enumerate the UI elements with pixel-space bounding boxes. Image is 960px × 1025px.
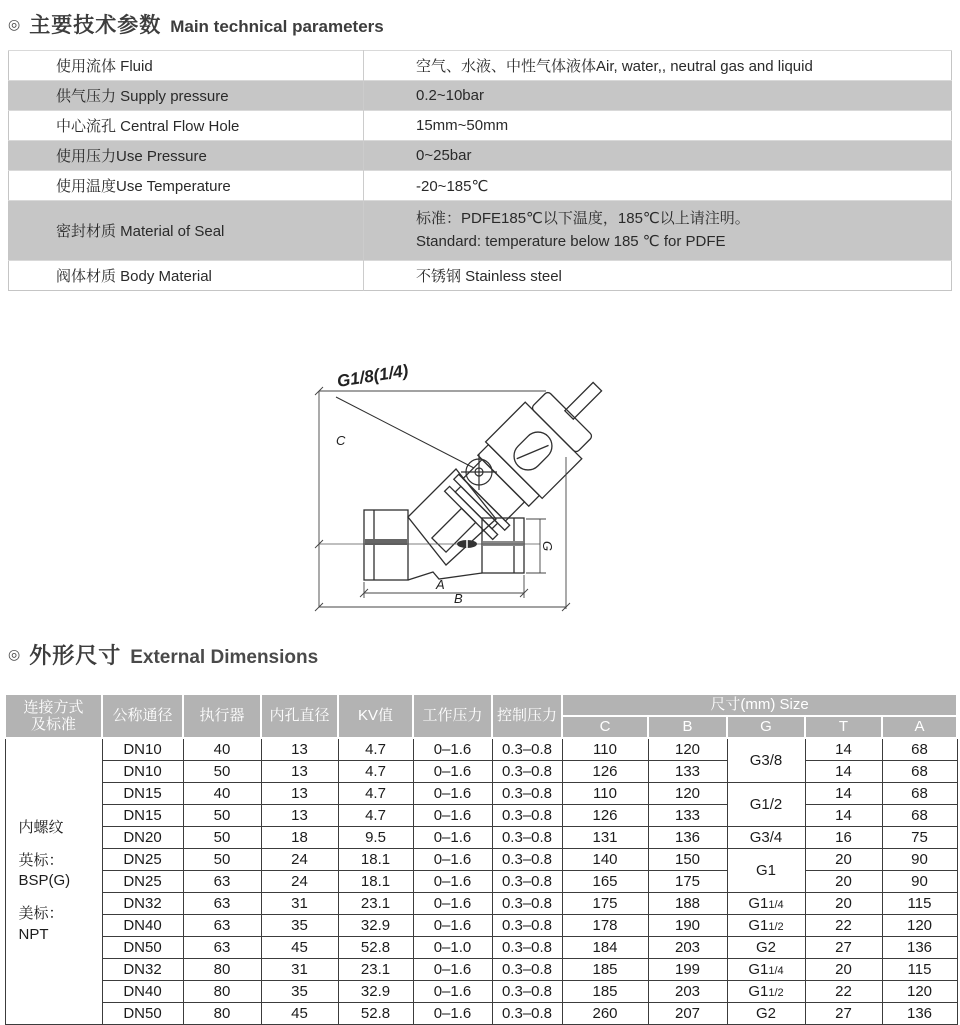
- dims-cell-wp: 0–1.6: [413, 826, 492, 848]
- dims-cell-c: 184: [562, 936, 648, 958]
- connection-type-line: [19, 891, 102, 904]
- dims-cell-cp: 0.3–0.8: [492, 804, 562, 826]
- col-header-bore: 内孔直径: [261, 694, 338, 738]
- col-header-size-c: C: [562, 716, 648, 738]
- dims-cell-g-thread: [727, 1002, 805, 1024]
- dims-cell-t: 16: [805, 826, 882, 848]
- connection-type-line: BSP(G): [18, 872, 71, 890]
- dims-cell-bore: 45: [261, 936, 338, 958]
- thread-base: G1: [748, 960, 769, 978]
- dims-cell-actuator: 80: [183, 980, 261, 1002]
- param-value: 不锈钢 Stainless steel: [364, 261, 952, 291]
- dims-cell-actuator: 40: [183, 738, 261, 760]
- dims-cell-wp: 0–1.0: [413, 936, 492, 958]
- connection-type-line: NPT: [18, 925, 49, 943]
- dims-cell-bore: 45: [261, 1002, 338, 1024]
- dims-cell-wp: 0–1.6: [413, 892, 492, 914]
- dims-cell-t: 14: [805, 804, 882, 826]
- dims-cell-kv: 18.1: [338, 870, 413, 892]
- dims-cell-cp: 0.3–0.8: [492, 760, 562, 782]
- param-value: 15mm~50mm: [364, 111, 952, 141]
- dims-cell-actuator: 40: [183, 782, 261, 804]
- col-header-control-pressure: 控制压力: [492, 694, 562, 738]
- dims-cell-c: 110: [562, 738, 648, 760]
- dims-cell-bore: 31: [261, 892, 338, 914]
- thread-base: G1: [748, 916, 769, 934]
- dim-label-a: A: [436, 577, 445, 592]
- dims-cell-g-thread: [727, 826, 805, 848]
- connection-type-cell: [5, 738, 102, 1024]
- dims-cell-b: 120: [648, 782, 727, 804]
- dims-cell-dn: DN20: [102, 826, 183, 848]
- dims-table: [4, 693, 958, 1025]
- dims-cell-g-thread: [727, 738, 805, 782]
- dims-cell-actuator: 80: [183, 958, 261, 980]
- dims-cell-dn: DN25: [102, 848, 183, 870]
- dims-row: [5, 760, 957, 782]
- param-value: 0.2~10bar: [364, 81, 952, 111]
- dims-cell-b: 175: [648, 870, 727, 892]
- thread-base: G1: [748, 894, 769, 912]
- connection-type-line: 内螺纹: [18, 818, 64, 836]
- param-label: 供气压力 Supply pressure: [9, 81, 364, 111]
- dims-cell-actuator: 63: [183, 870, 261, 892]
- thread-base: G1: [748, 982, 769, 1000]
- dims-cell-actuator: 63: [183, 936, 261, 958]
- dims-cell-c: 126: [562, 804, 648, 826]
- pilot-port-icon: [461, 454, 497, 490]
- dims-cell-wp: 0–1.6: [413, 958, 492, 980]
- dims-cell-kv: 32.9: [338, 914, 413, 936]
- params-row: [9, 261, 952, 291]
- dims-cell-g-thread: [727, 958, 805, 980]
- valve-technical-drawing: [284, 335, 614, 613]
- dims-row: [5, 782, 957, 804]
- thread-base: G2: [755, 938, 776, 956]
- thread-fraction: 1/4: [768, 898, 784, 911]
- thread-base: G2: [755, 1004, 776, 1022]
- dims-cell-c: 175: [562, 892, 648, 914]
- dims-cell-g-thread: [727, 936, 805, 958]
- params-row: [9, 51, 952, 81]
- col-header-kv: KV值: [338, 694, 413, 738]
- dims-cell-a: 68: [882, 782, 957, 804]
- dim-label-c: C: [336, 433, 346, 448]
- dims-cell-actuator: 63: [183, 892, 261, 914]
- leader-line: [336, 397, 474, 468]
- section-title-en: Main technical parameters: [170, 17, 384, 36]
- dims-cell-bore: 24: [261, 848, 338, 870]
- connection-type-line: 美标：: [18, 905, 64, 923]
- dims-cell-b: 188: [648, 892, 727, 914]
- param-value-line1: 标准：PDFE185℃以下温度，185℃以上请注明。: [416, 210, 750, 227]
- dims-cell-a: 120: [882, 914, 957, 936]
- dims-row: [5, 980, 957, 1002]
- dims-cell-a: 120: [882, 980, 957, 1002]
- dim-label-b: B: [454, 591, 463, 606]
- col-header-actuator: 执行器: [183, 694, 261, 738]
- dims-cell-dn: DN40: [102, 914, 183, 936]
- dims-cell-actuator: 50: [183, 848, 261, 870]
- dims-cell-t: 20: [805, 958, 882, 980]
- dims-cell-c: 110: [562, 782, 648, 804]
- dims-cell-kv: 4.7: [338, 760, 413, 782]
- dims-cell-g-thread: [727, 980, 805, 1002]
- col-header-size-b: B: [648, 716, 727, 738]
- section-title-dims: [0, 639, 960, 670]
- dims-cell-t: 14: [805, 782, 882, 804]
- dims-cell-cp: 0.3–0.8: [492, 738, 562, 760]
- dims-cell-a: 68: [882, 738, 957, 760]
- thread-base: G3/8: [749, 751, 783, 769]
- dims-cell-wp: 0–1.6: [413, 804, 492, 826]
- dims-cell-t: 22: [805, 914, 882, 936]
- dims-row: [5, 738, 957, 760]
- dims-cell-a: 68: [882, 760, 957, 782]
- dims-cell-dn: DN40: [102, 980, 183, 1002]
- dims-cell-actuator: 50: [183, 826, 261, 848]
- dims-cell-cp: 0.3–0.8: [492, 848, 562, 870]
- params-row: [9, 201, 952, 261]
- dims-cell-b: 207: [648, 1002, 727, 1024]
- dims-cell-c: 185: [562, 958, 648, 980]
- dims-cell-b: 203: [648, 980, 727, 1002]
- dims-cell-dn: DN10: [102, 738, 183, 760]
- dims-cell-c: 185: [562, 980, 648, 1002]
- params-table: [8, 50, 952, 291]
- dims-cell-actuator: 80: [183, 1002, 261, 1024]
- dims-cell-wp: 0–1.6: [413, 1002, 492, 1024]
- dims-cell-kv: 18.1: [338, 848, 413, 870]
- dims-cell-bore: 24: [261, 870, 338, 892]
- dims-row: [5, 892, 957, 914]
- dims-cell-wp: 0–1.6: [413, 738, 492, 760]
- dims-row: [5, 1002, 957, 1024]
- dims-cell-bore: 35: [261, 914, 338, 936]
- col-header-connection-line1: 连接方式: [23, 698, 84, 716]
- dims-cell-c: 140: [562, 848, 648, 870]
- thread-fraction: 1/2: [768, 986, 784, 999]
- dims-cell-kv: 4.7: [338, 782, 413, 804]
- dims-cell-b: 190: [648, 914, 727, 936]
- valve-body: [364, 469, 524, 580]
- dims-cell-cp: 0.3–0.8: [492, 1002, 562, 1024]
- dims-cell-kv: 4.7: [338, 804, 413, 826]
- dims-cell-wp: 0–1.6: [413, 914, 492, 936]
- dims-cell-t: 22: [805, 980, 882, 1002]
- dims-cell-dn: DN25: [102, 870, 183, 892]
- dims-cell-a: 75: [882, 826, 957, 848]
- dims-cell-cp: 0.3–0.8: [492, 980, 562, 1002]
- dims-cell-b: 199: [648, 958, 727, 980]
- dims-cell-kv: 23.1: [338, 892, 413, 914]
- section-title-en: External Dimensions: [130, 647, 319, 668]
- dims-cell-b: 150: [648, 848, 727, 870]
- section-title-params: [0, 0, 960, 39]
- thread-base: G3/4: [749, 828, 783, 846]
- dims-cell-wp: 0–1.6: [413, 870, 492, 892]
- dims-cell-a: 115: [882, 958, 957, 980]
- dims-cell-bore: 13: [261, 804, 338, 826]
- dims-cell-t: 27: [805, 936, 882, 958]
- dims-cell-b: 133: [648, 804, 727, 826]
- dims-cell-cp: 0.3–0.8: [492, 870, 562, 892]
- dims-cell-b: 136: [648, 826, 727, 848]
- dims-cell-wp: 0–1.6: [413, 760, 492, 782]
- thread-base: G1: [755, 861, 776, 879]
- dims-cell-dn: DN10: [102, 760, 183, 782]
- dims-cell-actuator: 63: [183, 914, 261, 936]
- dims-cell-bore: 13: [261, 782, 338, 804]
- dims-cell-cp: 0.3–0.8: [492, 936, 562, 958]
- dims-cell-c: 126: [562, 760, 648, 782]
- thread-fraction: 1/4: [768, 964, 784, 977]
- param-label: 使用压力Use Pressure: [9, 141, 364, 171]
- connection-type-line: [19, 838, 102, 851]
- dims-cell-wp: 0–1.6: [413, 980, 492, 1002]
- dims-cell-kv: 32.9: [338, 980, 413, 1002]
- dims-cell-kv: 52.8: [338, 1002, 413, 1024]
- dims-cell-b: 203: [648, 936, 727, 958]
- param-label: 使用流体 Fluid: [9, 51, 364, 81]
- dims-cell-c: 131: [562, 826, 648, 848]
- dims-row: [5, 870, 957, 892]
- col-header-size-group: 尺寸(mm) Size: [562, 694, 957, 716]
- dims-cell-actuator: 50: [183, 760, 261, 782]
- dims-cell-t: 20: [805, 848, 882, 870]
- dims-cell-cp: 0.3–0.8: [492, 958, 562, 980]
- dims-cell-wp: 0–1.6: [413, 848, 492, 870]
- thread-base: G1/2: [749, 795, 783, 813]
- dims-cell-c: 260: [562, 1002, 648, 1024]
- dims-cell-cp: 0.3–0.8: [492, 826, 562, 848]
- dims-cell-a: 68: [882, 804, 957, 826]
- dims-cell-a: 136: [882, 1002, 957, 1024]
- dims-cell-a: 115: [882, 892, 957, 914]
- dims-cell-wp: 0–1.6: [413, 782, 492, 804]
- params-row: [9, 111, 952, 141]
- dims-row: [5, 936, 957, 958]
- dims-cell-cp: 0.3–0.8: [492, 782, 562, 804]
- dims-cell-c: 178: [562, 914, 648, 936]
- dim-label-g: G: [540, 540, 555, 552]
- param-label: 中心流孔 Central Flow Hole: [9, 111, 364, 141]
- param-label: 密封材质 Material of Seal: [9, 201, 364, 261]
- col-header-connection: [5, 694, 102, 738]
- dims-row: [5, 958, 957, 980]
- dims-cell-t: 27: [805, 1002, 882, 1024]
- params-row: [9, 141, 952, 171]
- section-title-zh: 主要技术参数: [29, 14, 162, 37]
- dims-cell-dn: DN15: [102, 782, 183, 804]
- dims-cell-a: 90: [882, 848, 957, 870]
- params-row: [9, 81, 952, 111]
- dims-cell-t: 20: [805, 892, 882, 914]
- connection-type-line: 英标：: [18, 851, 64, 869]
- section-bullet-icon: ◎: [8, 15, 21, 32]
- dims-cell-c: 165: [562, 870, 648, 892]
- dims-row: [5, 914, 957, 936]
- dims-cell-dn: DN50: [102, 936, 183, 958]
- dims-cell-g-thread: [727, 914, 805, 936]
- pilot-port-label: G1/8(1/4): [335, 360, 410, 391]
- dims-cell-bore: 13: [261, 760, 338, 782]
- dims-cell-dn: DN32: [102, 892, 183, 914]
- dims-cell-bore: 18: [261, 826, 338, 848]
- dims-cell-t: 20: [805, 870, 882, 892]
- col-header-size-g: G: [727, 716, 805, 738]
- dims-cell-kv: 52.8: [338, 936, 413, 958]
- dims-cell-bore: 35: [261, 980, 338, 1002]
- param-label: 阀体材质 Body Material: [9, 261, 364, 291]
- dims-cell-a: 136: [882, 936, 957, 958]
- col-header-size-t: T: [805, 716, 882, 738]
- dims-cell-actuator: 50: [183, 804, 261, 826]
- dims-cell-dn: DN50: [102, 1002, 183, 1024]
- params-row: [9, 171, 952, 201]
- dims-row: [5, 848, 957, 870]
- param-value: -20~185℃: [364, 171, 952, 201]
- param-value: 空气、水液、中性气体液体Air, water,, neutral gas and liquid: [364, 51, 952, 81]
- centerline: [319, 539, 540, 549]
- dims-row: [5, 826, 957, 848]
- dims-cell-t: 14: [805, 738, 882, 760]
- dims-cell-kv: 4.7: [338, 738, 413, 760]
- col-header-dn: 公称通径: [102, 694, 183, 738]
- col-header-work-pressure: 工作压力: [413, 694, 492, 738]
- section-title-zh: 外形尺寸: [29, 643, 122, 668]
- dims-cell-cp: 0.3–0.8: [492, 914, 562, 936]
- section-bullet-icon: ◎: [8, 646, 21, 662]
- col-header-size-a: A: [882, 716, 957, 738]
- dims-cell-dn: DN32: [102, 958, 183, 980]
- dims-cell-bore: 13: [261, 738, 338, 760]
- param-value: 0~25bar: [364, 141, 952, 171]
- dims-cell-g-thread: [727, 782, 805, 826]
- dims-cell-bore: 31: [261, 958, 338, 980]
- dims-cell-b: 120: [648, 738, 727, 760]
- dims-cell-a: 90: [882, 870, 957, 892]
- dims-cell-kv: 9.5: [338, 826, 413, 848]
- dims-cell-b: 133: [648, 760, 727, 782]
- dims-row: [5, 804, 957, 826]
- dims-cell-dn: DN15: [102, 804, 183, 826]
- param-value-line2: Standard: temperature below 185 ℃ for PDFE: [416, 232, 726, 250]
- dims-cell-cp: 0.3–0.8: [492, 892, 562, 914]
- param-value: [364, 201, 952, 261]
- dims-cell-g-thread: [727, 848, 805, 892]
- col-header-connection-line2: 及标准: [30, 716, 76, 733]
- thread-fraction: 1/2: [768, 920, 784, 933]
- dims-cell-t: 14: [805, 760, 882, 782]
- param-label: 使用温度Use Temperature: [9, 171, 364, 201]
- dims-cell-kv: 23.1: [338, 958, 413, 980]
- dims-cell-g-thread: [727, 892, 805, 914]
